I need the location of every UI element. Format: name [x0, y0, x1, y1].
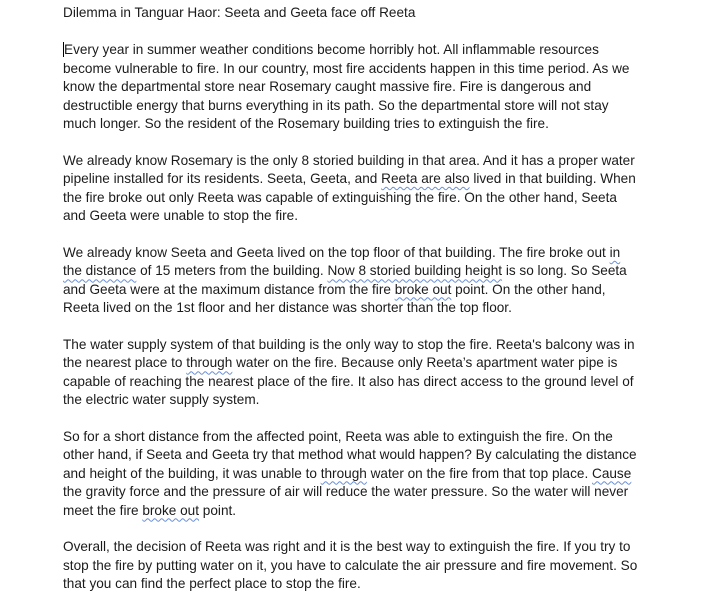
text-run: capable of reaching the nearest place of the fire. It also has direct access to the ground level of	[63, 373, 634, 389]
text-run: destructible energy that burns everything in its path. So the departmental store will not stay	[63, 97, 609, 113]
text-run: point. On the other hand,	[451, 281, 606, 297]
text-run: know the departmental store near Rosemary caught massive fire. Fire is dangerous and	[63, 79, 592, 95]
text-line	[63, 189, 711, 207]
text-run: and Geeta were unable to stop the fire.	[63, 208, 299, 224]
text-run: and Geeta were at the maximum distance from the fire	[63, 281, 395, 297]
text-line	[63, 391, 711, 409]
text-line	[63, 373, 711, 391]
text-run: We already know Seeta and Geeta lived on the top floor of that building. The fire broke out	[63, 244, 610, 260]
grammar-flag[interactable]: broke out	[394, 281, 452, 297]
paragraph	[63, 428, 711, 520]
text-run: lived in that building. When	[469, 171, 636, 187]
text-run: the nearest place to	[63, 355, 187, 371]
text-line	[63, 244, 711, 262]
text-run: The water supply system of that building is the only way to stop the fire. Reeta's balcony was in	[63, 336, 635, 352]
text-run: Overall, the decision of Reeta was right and it is the best way to extinguish the fire. If you try to	[63, 539, 631, 555]
text-run: become vulnerable to fire. In our country, most fire accidents happen in this time period. As we	[63, 60, 630, 76]
grammar-flag[interactable]: Now 8 storied building height	[327, 263, 503, 279]
text-line	[63, 483, 711, 501]
text-line	[63, 299, 711, 317]
text-line	[63, 78, 711, 96]
text-run: water on the fire from that top place.	[366, 465, 592, 481]
text-line	[63, 502, 711, 520]
text-line	[63, 575, 711, 593]
text-line	[63, 557, 711, 575]
text-run: and height of the building, it was unable to	[63, 465, 321, 481]
text-line	[63, 115, 711, 133]
text-line	[63, 170, 711, 188]
text-run: water on the fire. Because only Reeta’s apartment water pipe is	[232, 355, 618, 371]
text-line	[63, 336, 711, 354]
paragraph	[63, 41, 711, 133]
text-run: the electric water supply system.	[63, 392, 260, 408]
text-run: point.	[199, 502, 237, 518]
grammar-flag[interactable]: Cause	[592, 465, 632, 481]
text-run: the fire broke out only Reeta was capable of extinguishing the fire. On the other hand, Seeta	[63, 189, 617, 205]
text-run: stop the fire by putting water on it, you have to calculate the air pressure and fire movement. So	[63, 557, 638, 573]
text-line	[63, 41, 711, 59]
text-line	[63, 152, 711, 170]
text-line	[63, 354, 711, 372]
text-run: that you can find the perfect place to stop the fire.	[63, 576, 361, 592]
document-title: Dilemma in Tanguar Haor: Seeta and Geeta face off Reeta	[63, 5, 416, 20]
paragraph-list	[63, 41, 711, 593]
text-line	[63, 262, 711, 280]
grammar-flag[interactable]: in	[609, 244, 621, 260]
text-run: Reeta lived on the 1st floor and her distance was shorter than the top floor.	[63, 300, 512, 316]
text-run: pipeline installed for its residents. Seeta, Geeta, and	[63, 171, 382, 187]
paragraph	[63, 538, 711, 593]
text-run: much longer. So the resident of the Rosemary building tries to extinguish the fire.	[63, 116, 549, 132]
paragraph	[63, 244, 711, 318]
text-run: other hand, if Seeta and Geeta try that method what would happen? By calculating the distance	[63, 447, 637, 463]
text-run: the gravity force and the pressure of air will reduce the water pressure. So the water will never	[63, 484, 629, 500]
paragraph	[63, 152, 711, 226]
text-line	[63, 538, 711, 556]
text-run: is so long. So Seeta	[502, 263, 627, 279]
text-line	[63, 207, 711, 225]
text-run: So for a short distance from the affected point, Reeta was able to extinguish the fire. On the	[63, 428, 613, 444]
document-body[interactable]	[63, 4, 711, 612]
grammar-flag[interactable]: the distance	[63, 263, 137, 279]
text-line	[63, 428, 711, 446]
text-line	[63, 465, 711, 483]
text-run: Every year in summer weather conditions become horribly hot. All inflammable resources	[64, 42, 599, 58]
text-line	[63, 60, 711, 78]
text-run: of 15 meters from the building.	[136, 263, 328, 279]
grammar-flag[interactable]: Reeta are also	[381, 171, 470, 187]
paragraph	[63, 336, 711, 410]
grammar-flag[interactable]: through	[320, 465, 367, 481]
text-line	[63, 446, 711, 464]
text-run: We already know Rosemary is the only 8 storied building in that area. And it has a proper water	[63, 152, 635, 168]
text-line	[63, 97, 711, 115]
grammar-flag[interactable]: through	[186, 355, 233, 371]
text-line	[63, 281, 711, 299]
text-run: meet the fire	[63, 502, 143, 518]
grammar-flag[interactable]: broke out	[142, 502, 200, 518]
